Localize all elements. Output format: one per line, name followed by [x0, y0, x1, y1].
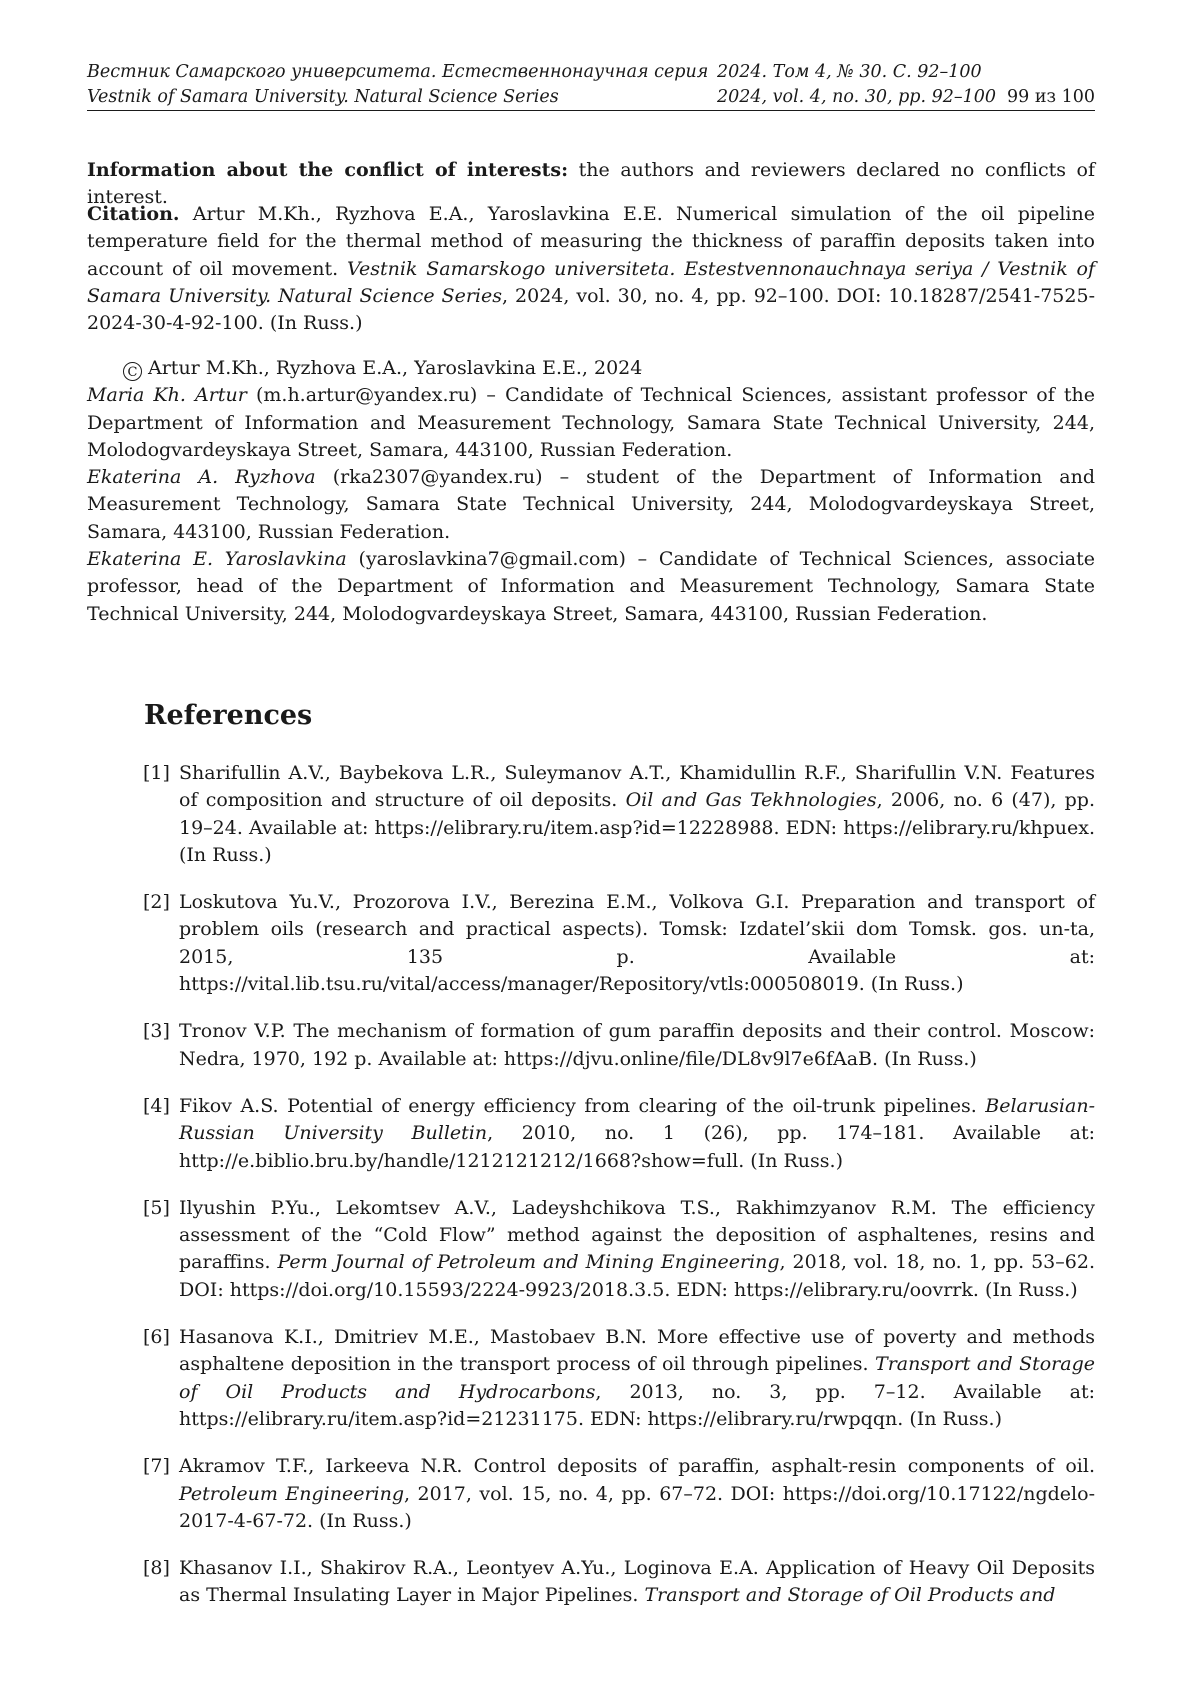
running-header — [87, 60, 1095, 110]
header-volume-ru: 2024. Том 4, № 30. С. 92–100 — [717, 62, 982, 82]
reference-list — [143, 760, 1095, 1630]
reference-item — [143, 1093, 1095, 1175]
copyright-line — [87, 355, 1095, 382]
copyright-and-authors — [87, 355, 1095, 628]
reference-number: [8] — [143, 1557, 170, 1580]
reference-number: [7] — [143, 1455, 170, 1478]
copyright-text: Artur M.Kh., Ryzhova E.A., Yaroslavkina E.E., 2024 — [148, 357, 643, 379]
reference-text: Fikov A.S. Potential of energy efficiency from clearing of the oil-trunk pipelines. — [179, 1094, 986, 1117]
page-counter: 99 из 100 — [1006, 87, 1095, 107]
author-details: (m.h.artur@yandex.ru) – Candidate of Technical Sciences, assistant professor of the Department of Information and Measurement Technology, Samara State Technical University, 244, Molodogvardeyskaya Street, Samara, 443100, Russian Federation. — [87, 384, 1095, 461]
reference-text: Ilyushin P.Yu., Lekomtsev A.V., Ladeyshchikova T.S., Rakhimzyanov R.M. The efficiency assessment of the “Cold Flow” method against the deposition of asphaltenes, resins and paraffins. — [179, 1196, 1095, 1274]
author-name: Maria Kh. Artur — [87, 384, 247, 407]
reference-text: Khasanov I.I., Shakirov R.A., Leontyev A.Yu., Loginova E.A. Application of Heavy Oil Deposits as Thermal Insulating Layer in Major Pipelines. — [179, 1557, 1095, 1607]
reference-text: Sharifullin A.V., Baybekova L.R., Suleymanov A.T., Khamidullin R.F., Sharifullin V.N. Features of composition and structure of oil deposits. — [179, 762, 1095, 812]
citation-label: Citation. — [87, 203, 180, 225]
reference-text: Akramov T.F., Iarkeeva N.R. Control deposits of paraffin, asphalt-resin components of oil. — [179, 1455, 1095, 1478]
reference-source: Belarusian-Russian University Bulletin — [179, 1094, 1095, 1145]
reference-number: [3] — [143, 1020, 170, 1043]
header-rule — [87, 110, 1095, 111]
reference-source: Perm Journal of Petroleum and Mining Engineering — [277, 1251, 780, 1274]
header-journal-en: Vestnik of Samara University. Natural Science Series — [87, 87, 559, 107]
reference-number: [2] — [143, 891, 170, 914]
reference-item — [143, 1018, 1095, 1073]
references-heading: References — [144, 700, 313, 731]
reference-item — [143, 1195, 1095, 1304]
reference-item — [143, 889, 1095, 998]
header-journal-ru: Вестник Самарского университета. Естественнонаучная серия — [87, 62, 709, 82]
reference-number: [6] — [143, 1326, 170, 1349]
reference-item — [143, 1555, 1095, 1610]
header-volume-en: 2024, vol. 4, no. 30, pp. 92–100 — [717, 87, 997, 107]
reference-source: Oil and Gas Tekhnologies — [625, 789, 877, 812]
header-row-ru — [87, 60, 1095, 85]
reference-item — [143, 760, 1095, 869]
copyright-icon: C — [123, 362, 142, 381]
reference-source: Transport and Storage of Oil Products and Hydrocarbons — [179, 1353, 1095, 1403]
reference-text: Tronov V.P. The mechanism of formation of gum paraffin deposits and their control. Moscow: Nedra, 1970, 192 p. Available at: https://djvu.online/file/DL8v9l7e6fAaB. (In Russ.) — [179, 1020, 1095, 1070]
author-details: (yaroslavkina7@gmail.com) – Candidate of Technical Sciences, associate professor, head of the Department of Information and Measurement Technology, Samara State Technical University, 244, Molodogvardeyskaya Street, Samara, 443100, Russian Federation. — [87, 548, 1095, 625]
citation-journal: Vestnik Samarskogo universiteta. Estestvennonauchnaya seriya / Vestnik of Samara University. Natural Science Series — [87, 257, 1095, 307]
reference-text: Hasanova K.I., Dmitriev M.E., Mastobaev B.N. More effective use of poverty and methods asphaltene deposition in the transport process of oil through pipelines. — [179, 1326, 1095, 1376]
author-info — [87, 546, 1095, 628]
citation-text-before: Artur M.Kh., Ryzhova E.A., Yaroslavkina E.E. Numerical simulation of the oil pipeline temperature field for the thermal method of measuring the thickness of paraffin deposits taken into account of oil movement. — [87, 203, 1095, 280]
reference-item — [143, 1453, 1095, 1535]
author-details: (rka2307@yandex.ru) – student of the Department of Information and Measurement Technology, Samara State Technical University, 244, Molodogvardeyskaya Street, Samara, 443100, Russian Federation. — [87, 466, 1096, 543]
conflict-label: Information about the conflict of interests: — [87, 159, 569, 181]
author-name: Ekaterina E. Yaroslavkina — [87, 548, 347, 571]
citation-text-after: , 2024, vol. 30, no. 4, pp. 92–100. DOI: 10.18287/2541-7525-2024-30-4-92-100. (In Russ.) — [87, 284, 1095, 335]
reference-text-after: , 2010, no. 1 (26), pp. 174–181. Available at: http://e.biblio.bru.by/handle/1212121212/1668?show=full. (In Russ.) — [179, 1122, 1095, 1172]
reference-text-after: , 2013, no. 3, pp. 7–12. Available at: https://elibrary.ru/item.asp?id=21231175. EDN: https://elibrary.ru/rwpqqn. (In Russ.) — [179, 1380, 1096, 1430]
author-name: Ekaterina A. Ryzhova — [87, 466, 316, 489]
reference-number: [4] — [143, 1094, 170, 1117]
reference-number: [1] — [143, 762, 170, 784]
reference-text-after: , 2018, vol. 18, no. 1, pp. 53–62. DOI: https://doi.org/10.15593/2224-9923/2018.3.5. EDN: https://elibrary.ru/oovrrk. (In Russ.) — [179, 1251, 1095, 1301]
reference-source: Petroleum Engineering — [179, 1482, 405, 1505]
author-info — [87, 464, 1095, 546]
reference-source: Transport and Storage of Oil Products and — [644, 1584, 1056, 1607]
reference-text: Loskutova Yu.V., Prozorova I.V., Berezina E.M., Volkova G.I. Preparation and transport of problem oils (research and practical aspects). Tomsk: Izdatel’skii dom Tomsk. gos. un-ta, 2015, 135 p. Available at: https://vital.lib.tsu.ru/vital/access/manager/Repository/vtls:000508019. (In Russ.) — [179, 891, 1095, 996]
reference-number: [5] — [143, 1196, 170, 1219]
reference-text-after: , 2017, vol. 15, no. 4, pp. 67–72. DOI: https://doi.org/10.17122/ngdelo-2017-4-67-72. (In Russ.) — [179, 1482, 1095, 1532]
author-info — [87, 382, 1095, 464]
reference-text-after: , 2006, no. 6 (47), pp. 19–24. Available at: https://elibrary.ru/item.asp?id=12228988. EDN: https://elibrary.ru/khpuex. (In Russ.) — [179, 789, 1096, 866]
header-row-en — [87, 85, 1095, 110]
conflict-text: the authors and reviewers declared no conflicts of interest. — [87, 159, 1095, 209]
reference-item — [143, 1324, 1095, 1433]
citation-block — [87, 201, 1095, 337]
